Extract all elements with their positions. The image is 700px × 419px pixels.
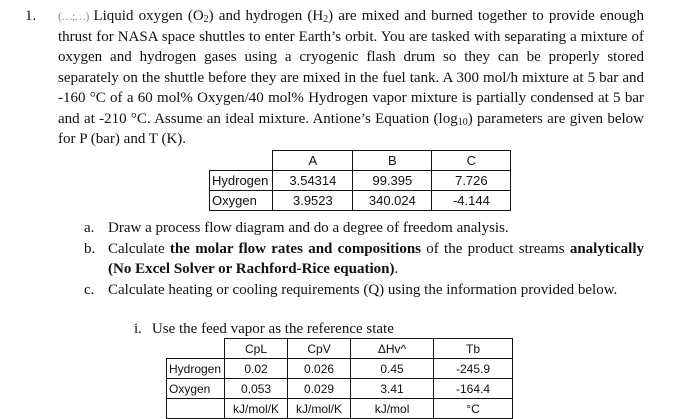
part-b-text-2: of the product streams xyxy=(421,240,570,257)
ref-cell: 0.026 xyxy=(288,359,351,379)
part-c-i-label: i. xyxy=(134,321,142,337)
antoine-header-b: B xyxy=(353,151,432,171)
part-c-text: Calculate heating or cooling requirements (Q) using the information provided below. xyxy=(108,281,618,298)
ref-cell: -164.4 xyxy=(434,379,513,399)
ref-header-cpl: CpL xyxy=(225,339,288,359)
ref-cell: 0.053 xyxy=(225,379,288,399)
intro-subscript-1: 2 xyxy=(203,14,209,25)
reference-properties-table xyxy=(166,338,513,419)
antoine-cell: 3.9523 xyxy=(273,191,353,211)
antoine-header-row xyxy=(210,151,511,171)
table-row xyxy=(210,171,511,191)
ref-corner-cell xyxy=(167,339,225,359)
ref-unit-cell: kJ/mol/K xyxy=(288,399,351,419)
intro-subscript-2: 2 xyxy=(323,14,329,25)
ref-cell: 0.029 xyxy=(288,379,351,399)
part-c-i-text: Use the feed vapor as the reference state xyxy=(151,321,394,337)
antoine-cell: 3.54314 xyxy=(273,171,353,191)
antoine-cell: 340.024 xyxy=(353,191,432,211)
ref-cell: 3.41 xyxy=(351,379,434,399)
antoine-row-label: Oxygen xyxy=(210,191,273,211)
part-c xyxy=(84,280,644,301)
part-b-text-1: Calculate xyxy=(108,240,170,257)
ref-unit-cell: °C xyxy=(434,399,513,419)
antoine-cell: -4.144 xyxy=(432,191,511,211)
problem-number: 1. xyxy=(25,8,37,24)
ref-units-row xyxy=(167,399,513,419)
ref-header-tb: Tb xyxy=(434,339,513,359)
ref-cell: 0.02 xyxy=(225,359,288,379)
part-a-text: Draw a process flow diagram and do a degree of freedom analysis. xyxy=(108,220,509,236)
antoine-cell: 99.395 xyxy=(353,171,432,191)
problem-statement xyxy=(58,6,644,150)
ref-header-row xyxy=(167,339,513,359)
antoine-header-a: A xyxy=(273,151,353,171)
ref-unit-cell: kJ/mol/K xyxy=(225,399,288,419)
part-b-bold-1: the molar flow rates and compositions xyxy=(169,240,421,257)
part-b-text-3: . xyxy=(394,261,399,277)
intro-text-3: ) are mixed and burned together to provide enough thrust for NASA space shuttles to enter Earth’s orbit. You are tasked with separating a mixture of oxygen and hydrogen gases using a cryogenic flash drum so they can be properly stored separately on the shuttle before they are mixed in the fuel tank. A 300 mol/h mixture at 5 bar and -160 °C of a 60 mol% Oxygen/40 mol% Hydrogen vapor mixture is partially condensed at 5 bar and at -210 °C. Assume an ideal mixture. Antione’s Equation (log xyxy=(58,8,645,127)
ref-unit-cell: kJ/mol xyxy=(351,399,434,419)
table-row xyxy=(167,379,513,399)
intro-text-1: Liquid oxygen (O xyxy=(93,8,204,24)
intro-subscript-3: 10 xyxy=(457,116,468,128)
ref-units-blank xyxy=(167,399,225,419)
table-row xyxy=(210,191,511,211)
part-b-bold-2: analytically (No Excel Solver or Rachford-Rice equation) xyxy=(108,240,644,277)
antoine-row-label: Hydrogen xyxy=(210,171,273,191)
intro-text-2: ) and hydrogen (H xyxy=(208,8,324,24)
part-c-label: c. xyxy=(84,281,95,298)
ref-row-label: Oxygen xyxy=(167,379,225,399)
intro-text-4: ) parameters are given below for P (bar) and T (K). xyxy=(58,110,644,147)
ref-header-dhv: ΔHv^ xyxy=(351,339,434,359)
part-a xyxy=(84,218,644,239)
antoine-corner-cell xyxy=(210,151,273,171)
antoine-parameters-table xyxy=(209,150,511,211)
antoine-header-c: C xyxy=(432,151,511,171)
ref-cell: 0.45 xyxy=(351,359,434,379)
part-a-label: a. xyxy=(84,220,95,236)
points-label: (…;…) xyxy=(58,9,89,23)
part-b-label: b. xyxy=(84,240,96,257)
table-row xyxy=(167,359,513,379)
ref-cell: -245.9 xyxy=(434,359,513,379)
ref-header-cpv: CpV xyxy=(288,339,351,359)
part-c-i xyxy=(134,319,394,339)
part-b xyxy=(84,239,644,280)
ref-row-label: Hydrogen xyxy=(167,359,225,379)
antoine-cell: 7.726 xyxy=(432,171,511,191)
problem-parts xyxy=(84,218,644,300)
